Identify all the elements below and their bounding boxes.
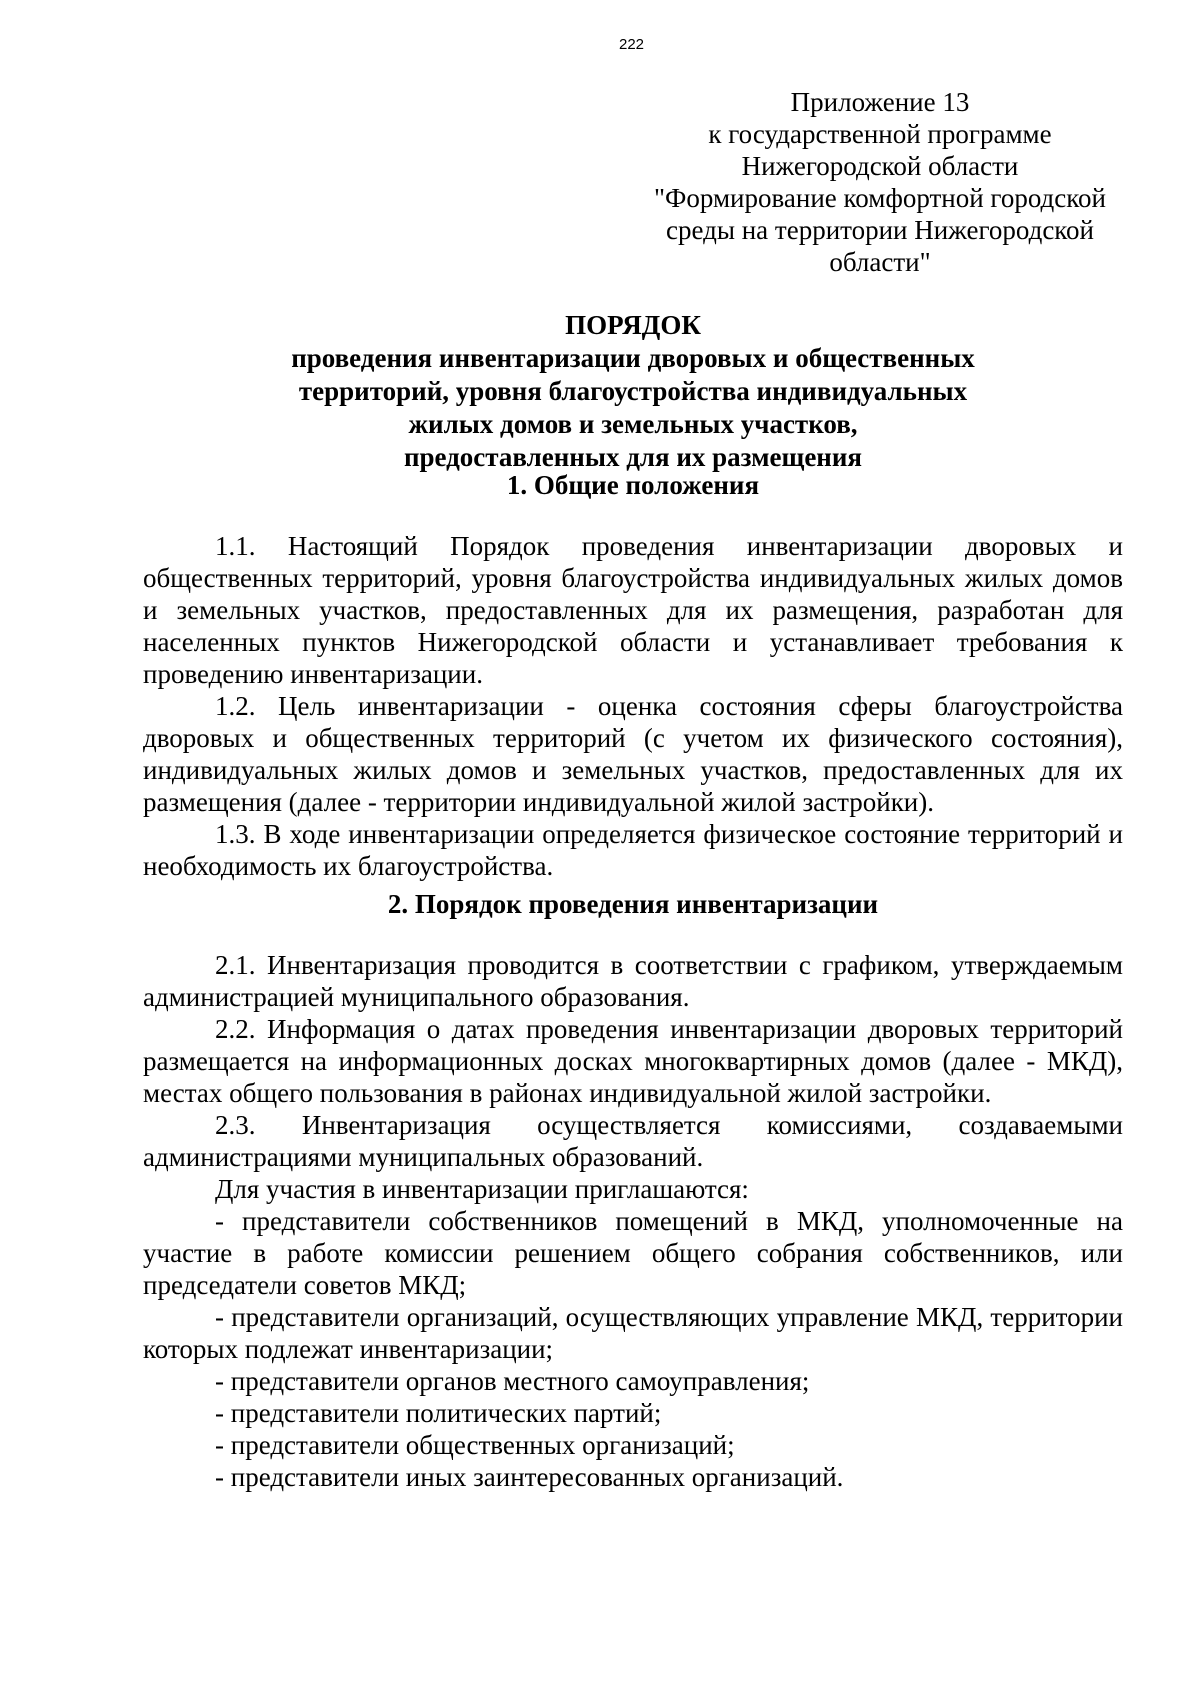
- section1-body: [143, 530, 1123, 882]
- participant-item: - представители организаций, осуществляющих управление МКД, территории которых подлежат инвентаризации;: [143, 1302, 1123, 1364]
- document-title: [143, 308, 1123, 474]
- participant-item: - представители собственников помещений в МКД, уполномоченные на участие в работе комиссии решением общего собрания собственников, или председатели советов МКД;: [143, 1206, 1123, 1300]
- title-subtitle: [143, 342, 1123, 474]
- appendix-header: [630, 86, 1130, 278]
- appendix-line: "Формирование комфортной городской: [654, 183, 1106, 213]
- paragraph-1-1: 1.1. Настоящий Порядок проведения инвентаризации дворовых и общественных территорий, уровня благоустройства индивидуальных жилых домов и земельных участков, предоставленных для их размещения, разработан для населенных пунктов Нижегородской области и устанавливает требования к проведению инвентаризации.: [143, 531, 1123, 689]
- participant-item: - представители иных заинтересованных организаций.: [215, 1462, 844, 1492]
- paragraph-2-1: 2.1. Инвентаризация проводится в соответствии с графиком, утверждаемым администрацией муниципального образования.: [143, 950, 1123, 1012]
- page-number: 222: [618, 36, 645, 53]
- appendix-line: среды на территории Нижегородской: [665, 215, 1095, 245]
- participant-item: - представители политических партий;: [215, 1398, 662, 1428]
- paragraph-2-2: 2.2. Информация о датах проведения инвентаризации дворовых территорий размещается на информационных досках многоквартирных домов (далее - МКД), местах общего пользования в районах индивидуальной жилой застройки.: [143, 1014, 1123, 1108]
- appendix-line: области": [829, 247, 931, 277]
- title-sub-line: жилых домов и земельных участков,: [408, 409, 858, 439]
- title-main: ПОРЯДОК: [565, 310, 701, 340]
- participant-item: - представители органов местного самоуправления;: [215, 1366, 810, 1396]
- paragraph-2-3: 2.3. Инвентаризация осуществляется комиссиями, создаваемыми администрациями муниципальных образований.: [143, 1110, 1123, 1172]
- appendix-line: к государственной программе: [708, 119, 1052, 149]
- appendix-line: Приложение 13: [790, 87, 970, 117]
- section1-heading: 1. Общие положения: [506, 470, 760, 500]
- title-sub-line: предоставленных для их размещения: [403, 442, 863, 472]
- title-sub-line: проведения инвентаризации дворовых и общественных: [291, 343, 975, 373]
- paragraph-1-2: 1.2. Цель инвентаризации - оценка состояния сферы благоустройства дворовых и общественных территорий (с учетом их физического состояния), индивидуальных жилых домов и земельных участков, предоставленных для их размещения (далее - территории индивидуальной жилой застройки).: [143, 691, 1123, 817]
- title-sub-line: территорий, уровня благоустройства индивидуальных: [298, 376, 968, 406]
- paragraph-1-3: 1.3. В ходе инвентаризации определяется физическое состояние территорий и необходимость их благоустройства.: [143, 819, 1123, 881]
- appendix-line: Нижегородской области: [741, 151, 1019, 181]
- participants-intro: Для участия в инвентаризации приглашаются:: [215, 1174, 749, 1204]
- participant-item: - представители общественных организаций;: [215, 1430, 735, 1460]
- section2-heading: 2. Порядок проведения инвентаризации: [387, 889, 879, 919]
- section2-body: [143, 949, 1123, 1493]
